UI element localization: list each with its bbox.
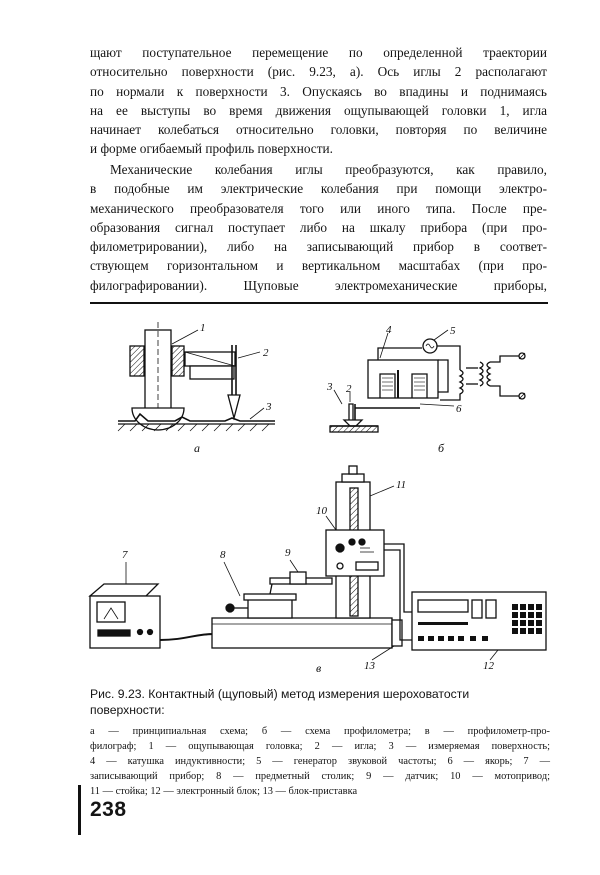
text-line: механического преобразователя того или иного типа. После пре- (90, 200, 547, 216)
caption-legend-line: 11 — стойка; 12 — электронный блок; 13 — блок-приставка (90, 786, 358, 798)
text-line: и форме огибаемый профиль поверхности. (90, 141, 333, 157)
caption-legend-line: а — принципиальная схема; б — схема профилометра; в — профилометр-про- (90, 726, 550, 737)
label-c-7: 7 (122, 549, 128, 561)
text-line: в подобные им электрические колебания при помощи электро- (90, 181, 547, 197)
label-c-9: 9 (285, 547, 291, 559)
diagram-a-principal-scheme (118, 322, 275, 431)
label-b-4: 4 (386, 324, 392, 336)
text-line: образования сигнал поступает либо на шкалу прибора (при про- (90, 219, 547, 235)
diagram-b-profilometer-scheme (330, 330, 525, 432)
text-line: на ее выступы во время движения ощупывающей головки 1, игла (90, 102, 547, 118)
label-a-2: 2 (263, 347, 269, 359)
text-line: филографировании). Щуповые электромеханические приборы, (90, 277, 547, 293)
label-b-2: 2 (346, 383, 352, 395)
caption-legend-line: филограф; 1 — ощупывающая головка; 2 — игла; 3 — измеряемая поверхность; (90, 741, 550, 753)
diagram-c-profilometer-profilograph (90, 466, 546, 660)
caption-title-line: поверхности: (90, 703, 165, 717)
caption-title-line: Рис. 9.23. Контактный (щуповый) метод измерения шероховатости (90, 687, 470, 701)
label-c-11: 11 (396, 479, 407, 491)
text-line: филометрировании), либо на записывающий прибор в соответ- (90, 239, 547, 255)
label-c-8: 8 (220, 549, 226, 561)
figure-caption-title (90, 686, 550, 718)
text-line: относительно поверхности (рис. 9.23, а). Ось иглы 2 располагают (90, 64, 547, 80)
label-c-10: 10 (316, 505, 327, 517)
caption-legend-line: записывающий прибор; 8 — предметный столик; 9 — датчик; 10 — мотопривод; (90, 771, 550, 783)
label-b-3: 3 (327, 381, 333, 393)
figure-caption-legend (90, 724, 550, 799)
text-line: ствующем горизонтальном и вертикальном масштабах (при про- (90, 258, 547, 274)
text-line: по нормали к поверхности 3. Опускаясь во впадины и поднимаясь (90, 83, 547, 99)
sub-c-label: в (316, 661, 322, 675)
caption-legend-line: 4 — катушка индуктивности; 5 — генератор звуковой частоты; 6 — якорь; 7 — (90, 756, 550, 768)
label-c-12: 12 (483, 660, 494, 672)
sub-b-label: б (438, 441, 445, 455)
page-number-bar (78, 785, 81, 835)
text-line: начинает колебаться относительно головки, повторяя по величине (90, 122, 547, 138)
label-b-5: 5 (450, 325, 456, 337)
sub-a-label: а (194, 441, 200, 455)
text-line: щают поступательное перемещение по определенной траектории (90, 45, 547, 60)
label-a-1: 1 (200, 322, 206, 334)
label-a-3: 3 (266, 401, 272, 413)
text-line: Механические колебания иглы преобразуются, как правило, (110, 162, 547, 177)
page-number: 238 (90, 798, 127, 821)
label-c-13: 13 (364, 660, 375, 672)
label-b-6: 6 (456, 403, 462, 415)
